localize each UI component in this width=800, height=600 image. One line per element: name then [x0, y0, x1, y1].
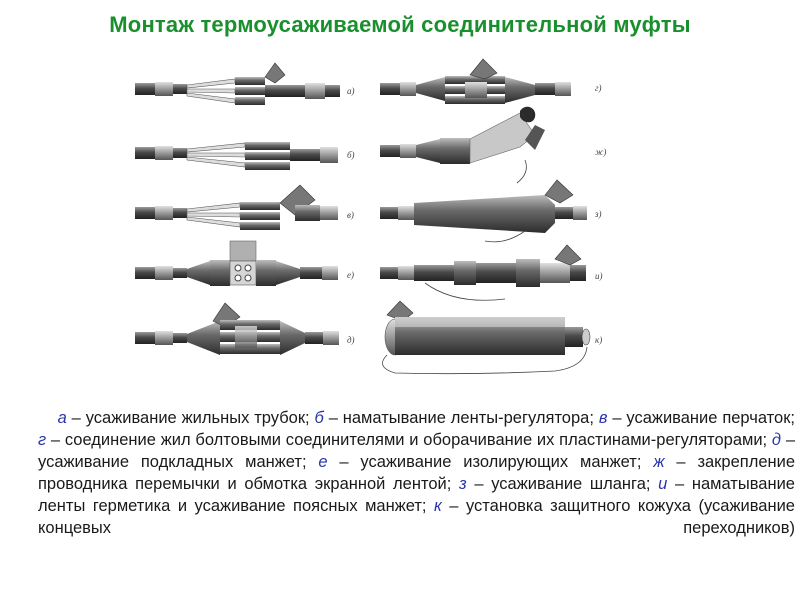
caption-letter-d: д	[771, 431, 782, 449]
caption-text-d: – усаживание подкладных манжет;	[38, 431, 796, 471]
caption-text-g: – соединение жил болтовыми соединителями и оборачивание их пластинами-регуляторами;	[46, 431, 772, 449]
caption-text-zh: – закрепление проводника перемычки и обмотка экранной лентой;	[38, 453, 795, 493]
stage-a-drawing	[135, 63, 355, 105]
caption-text-v: – усаживание перчаток;	[607, 409, 795, 427]
caption-letter-zh: ж	[653, 453, 665, 471]
caption-text-i: – наматывание ленты герметика и усаживание поясных манжет;	[38, 475, 795, 515]
caption-text-a: – усаживание жильных трубок;	[66, 409, 315, 427]
page-title: Монтаж термоусаживаемой соединительной муфты	[109, 12, 691, 37]
label-stage-v: в)	[347, 210, 354, 220]
caption-letter-e: е	[318, 453, 328, 471]
label-stage-b: б)	[347, 150, 355, 160]
label-stage-e: е)	[347, 270, 354, 280]
stage-k-drawing	[383, 301, 603, 374]
stage-e-drawing	[135, 241, 354, 286]
label-stage-z: з)	[595, 209, 602, 219]
figure-caption	[38, 407, 795, 539]
caption-letter-b: б	[314, 409, 324, 427]
stage-i-drawing	[380, 245, 603, 300]
stage-d-drawing	[135, 303, 355, 355]
stage-g-drawing	[380, 59, 602, 104]
caption-text-k: – установка защитного кожуха (усаживание концевых переходников)	[38, 497, 795, 537]
label-stage-zh: ж)	[595, 147, 607, 157]
caption-letter-z: з	[459, 475, 467, 493]
caption-letter-i: и	[658, 475, 668, 493]
label-stage-g: г)	[595, 83, 602, 93]
label-stage-d: д)	[347, 335, 355, 345]
caption-text-z: – усаживание шланга;	[466, 475, 659, 493]
stage-b-drawing	[135, 142, 355, 170]
label-stage-a: а)	[347, 86, 355, 96]
stage-z-drawing	[380, 180, 602, 242]
coupling-installation-figure	[125, 55, 625, 385]
caption-letter-g: г	[38, 431, 47, 449]
label-stage-k: к)	[595, 335, 603, 345]
stage-v-drawing	[135, 185, 354, 230]
stage-zh-drawing	[380, 107, 606, 183]
caption-text-b: – наматывание ленты-регулятора;	[323, 409, 599, 427]
caption-letter-a: а	[57, 409, 67, 427]
caption-text-e: – усаживание изолирующих манжет;	[327, 453, 654, 471]
caption-letter-k: к	[434, 497, 442, 515]
label-stage-i: и)	[595, 271, 603, 281]
caption-letter-v: в	[598, 409, 608, 427]
